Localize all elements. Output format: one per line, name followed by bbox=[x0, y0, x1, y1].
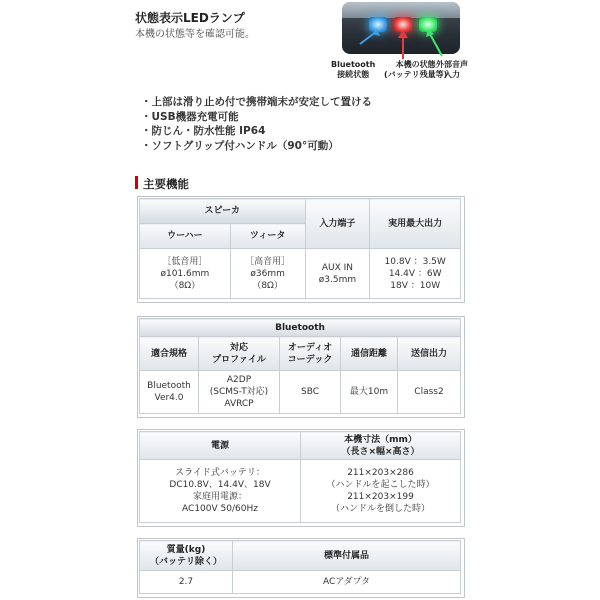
bt-output-header: 送信出力 bbox=[398, 337, 461, 371]
tweeter-header: ツィータ bbox=[230, 224, 305, 249]
feature-item: ・ ソフトグリップ付ハンドル（90°可動） bbox=[141, 139, 372, 154]
bt-profile-value: A2DP (SCMS-T対応) AVRCP bbox=[199, 371, 280, 414]
status-led-label: 本機の状態 (バッテリ残量等) bbox=[384, 60, 448, 79]
bluetooth-title: Bluetooth bbox=[140, 319, 461, 337]
feature-item: ・ USB機器充電可能 bbox=[141, 110, 372, 125]
power-table bbox=[139, 431, 461, 523]
accessory-value: ACアダプタ bbox=[233, 571, 461, 594]
speaker-header: スピーカ bbox=[140, 199, 306, 224]
size-header: 本機寸法（mm） （長さ×幅×高さ） bbox=[301, 432, 461, 460]
weight-header: 質量(kg) （バッテリ除く） bbox=[140, 541, 233, 571]
woofer-header: ウーハー bbox=[140, 224, 231, 249]
weight-table bbox=[139, 540, 461, 594]
section-accent-bar bbox=[135, 176, 138, 189]
power-header: 電源 bbox=[140, 432, 301, 460]
input-led-label: 外部音声 入力 bbox=[436, 60, 468, 79]
bt-range-header: 通信距離 bbox=[341, 337, 398, 371]
bt-standard-value: Bluetooth Ver4.0 bbox=[140, 371, 199, 414]
bluetooth-led-label: Bluetooth 接続状態 bbox=[331, 60, 376, 79]
bt-codec-header: オーディオ コーデック bbox=[280, 337, 341, 371]
bt-range-value: 最大10m bbox=[341, 371, 398, 414]
main-features-title: 主要機能 bbox=[143, 177, 189, 191]
feature-item: ・ 上部は滑り止め付で携帯端末が安定して置ける bbox=[141, 95, 372, 110]
max-output-value: 10.8V ：3.5W 14.4V ：6W 18V ：10W bbox=[370, 249, 461, 299]
power-value: スライド式バッテリ： DC10.8V、14.4V、18V 家庭用電源： AC100V 50/60Hz bbox=[140, 460, 301, 523]
led-section-description: 本機の状態等を確認可能。 bbox=[135, 29, 255, 40]
bt-codec-value: SBC bbox=[280, 371, 341, 414]
woofer-value: ［低音用］ ø101.6mm （8Ω） bbox=[140, 249, 231, 299]
feature-list bbox=[141, 95, 372, 153]
tweeter-value: ［高音用］ ø36mm （8Ω） bbox=[230, 249, 305, 299]
bt-output-value: Class2 bbox=[398, 371, 461, 414]
feature-item: ・ 防じん・防水性能 IP64 bbox=[141, 124, 372, 139]
max-output-header: 実用最大出力 bbox=[370, 199, 461, 249]
input-terminal-header: 入力端子 bbox=[305, 199, 370, 249]
size-value: 211×203×286 （ハンドルを起こした時） 211×203×199 （ハンドルを倒した時） bbox=[301, 460, 461, 523]
accessory-header: 標準付属品 bbox=[233, 541, 461, 571]
speaker-table bbox=[139, 198, 461, 299]
bt-profile-header: 対応 プロファイル bbox=[199, 337, 280, 371]
bluetooth-table bbox=[139, 318, 461, 414]
weight-value: 2.7 bbox=[140, 571, 233, 594]
input-terminal-value: AUX IN ø3.5mm bbox=[305, 249, 370, 299]
led-section-title: 状態表示LEDランプ bbox=[135, 11, 245, 25]
bt-standard-header: 適合規格 bbox=[140, 337, 199, 371]
